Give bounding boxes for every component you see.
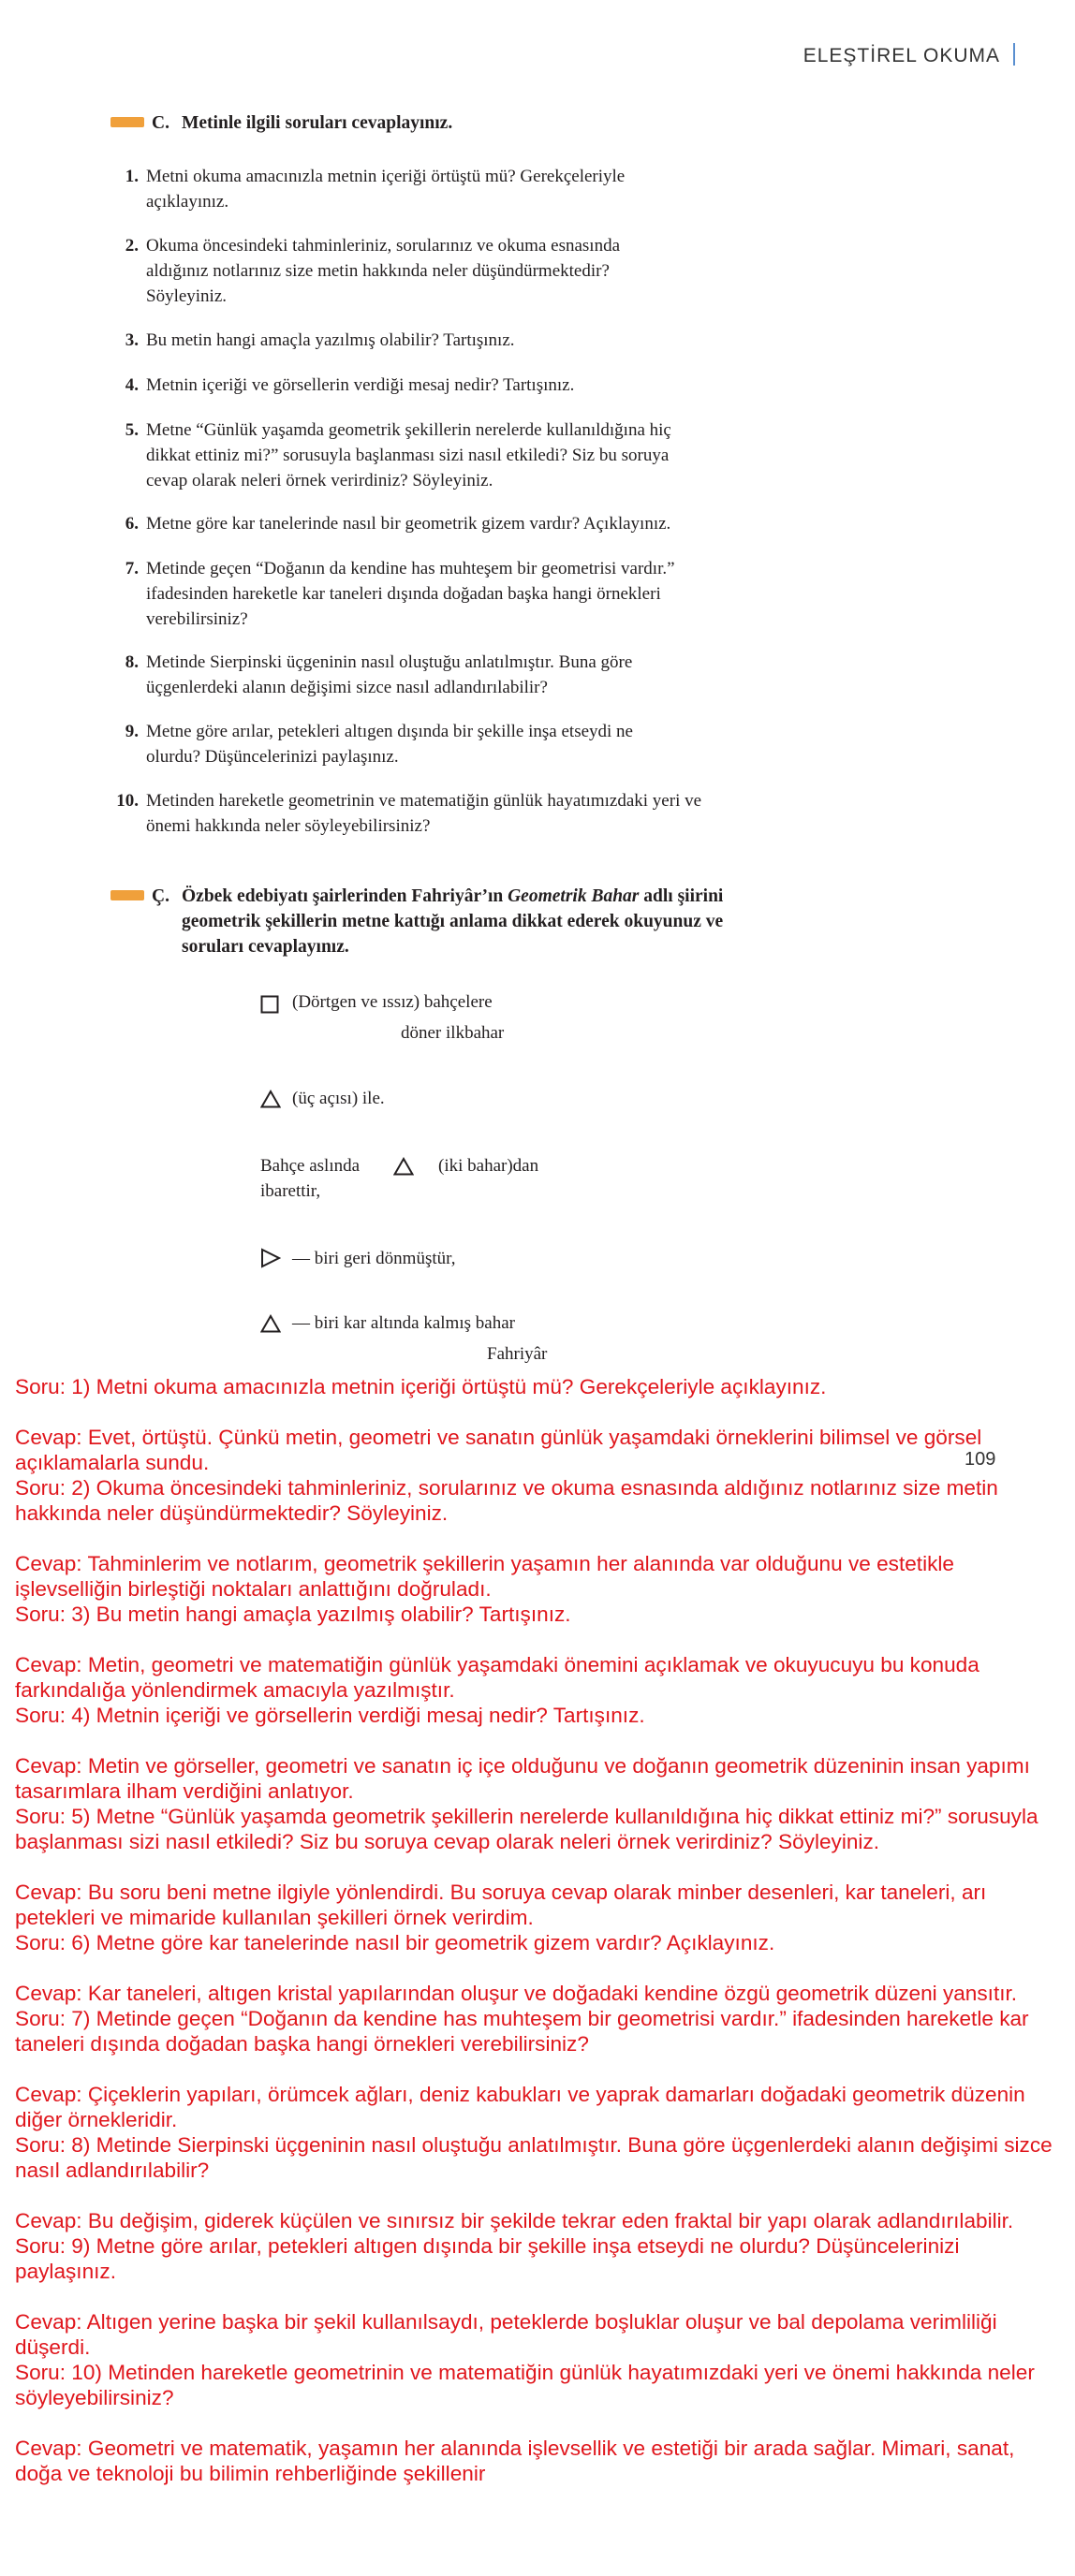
running-header <box>803 43 1015 67</box>
answer-text: Cevap: Geometri ve matematik, yaşamın her alanında işlevsellik ve estetiği bir arada sağlar. Mimari, sanat, doğa ve teknoloji bu bilimin rehberliğinde şekillenir <box>15 2437 1015 2485</box>
triangle-icon <box>260 1314 281 1333</box>
answer-text: Cevap: Bu değişim, giderek küçülen ve sınırsız bir şekilde tekrar eden fraktal bir yapı olarak adlandırılabilir. <box>15 2209 1014 2232</box>
question-number: 2. <box>125 236 139 256</box>
poem-line-4b: (iki bahar)dan <box>438 1156 539 1176</box>
question-number: 7. <box>125 559 139 578</box>
question-text: Bu metin hangi amaçla yazılmış olabilir? Tartışınız. <box>146 330 515 350</box>
answer-text: Cevap: Çiçeklerin yapıları, örümcek ağları, deniz kabukları ve yaprak damarları doğadaki geometrik düzenin diğer örnekleridir. <box>15 2083 1025 2131</box>
answer-text: Cevap: Metin, geometri ve matematiğin günlük yaşamdaki önemini açıklamak ve okuyucuyu bu konuda farkındalığa yönlendirmek amacıyla yazılmıştır. <box>15 1653 979 1702</box>
poem-line-3: (üç açısı) ile. <box>292 1089 385 1108</box>
question-text: Metne göre kar tanelerinde nasıl bir geometrik gizem vardır? Açıklayınız. <box>146 514 671 534</box>
poem-author: Fahriyâr <box>487 1344 548 1364</box>
section-cc-letter: Ç. <box>152 886 169 906</box>
answers-block <box>15 1374 1054 2486</box>
answer-text: Cevap: Metin ve görseller, geometri ve sanatın iç içe olduğunu ve doğanın geometrik düzeninin insan yapımı tasarımlara ilham verdiğini anlatıyor. <box>15 1754 1030 1803</box>
question-number: 4. <box>125 375 139 395</box>
section-marker-icon <box>110 117 144 127</box>
answer-question: Soru: 9) Metne göre arılar, petekleri altıgen dışında bir şekille inşa etseydi ne olurdu? Düşüncelerinizi paylaşınız. <box>15 2234 960 2283</box>
poem-title: Geometrik Bahar <box>508 886 640 906</box>
section-c-letter: C. <box>152 113 169 133</box>
question-text: Okuma öncesindeki tahminleriniz, sorularınız ve okuma esnasında aldığınız notlarınız size metin hakkında neler düşündürmektedir? Söyleyiniz. <box>146 236 620 306</box>
section-cc-title: Özbek edebiyatı şairlerinden Fahriyâr’ın Geometrik Bahar adlı şiirini geometrik şekillerin metne kattığı anlama dikkat ederek okuyunuz ve soruları cevaplayınız. <box>182 886 724 957</box>
answer-text: Cevap: Kar taneleri, altıgen kristal yapılarından oluşur ve doğadaki kendine özgü geometrik düzeni yansıtır. <box>15 1982 1018 2005</box>
answer-question: Soru: 8) Metinde Sierpinski üçgeninin nasıl oluştuğu anlatılmıştır. Buna göre üçgenlerdeki alanın değişimi sizce nasıl adlandırılabilir? <box>15 2133 1053 2182</box>
header-title: ELEŞTİREL OKUMA <box>803 45 1000 66</box>
section-marker-icon <box>110 890 144 900</box>
poem-line-6: — biri geri dönmüştür, <box>292 1249 456 1268</box>
question-text: Metne göre arılar, petekleri altıgen dışında bir şekille inşa etseydi ne olurdu? Düşüncelerinizi paylaşınız. <box>146 722 633 767</box>
answer-question: Soru: 3) Bu metin hangi amaçla yazılmış olabilir? Tartışınız. <box>15 1603 571 1626</box>
answer-question: Soru: 2) Okuma öncesindeki tahminleriniz, sorularınız ve okuma esnasında aldığınız notlarınız size metin hakkında neler düşündürmektedir? Söyleyiniz. <box>15 1476 998 1525</box>
question-text: Metnin içeriği ve görsellerin verdiği mesaj nedir? Tartışınız. <box>146 375 575 395</box>
answer-question: Soru: 6) Metne göre kar tanelerinde nasıl bir geometrik gizem vardır? Açıklayınız. <box>15 1931 775 1954</box>
answer-text: Cevap: Evet, örtüştü. Çünkü metin, geometri ve sanatın günlük yaşamdaki örneklerini bilimsel ve görsel açıklamalarla sundu. <box>15 1426 982 1474</box>
answer-question: Soru: 1) Metni okuma amacınızla metnin içeriği örtüştü mü? Gerekçeleriyle açıklayınız. <box>15 1375 827 1398</box>
question-text: Metinde geçen “Doğanın da kendine has muhteşem bir geometrisi vardır.” ifadesinden hareketle kar taneleri dışında doğadan başka hangi örnekleri verebilirsiniz? <box>146 559 675 629</box>
poem-line-4a: Bahçe aslında <box>260 1156 361 1176</box>
poem-line-5: ibarettir, <box>260 1181 321 1201</box>
question-text: Metinde Sierpinski üçgeninin nasıl oluştuğu anlatılmıştır. Buna göre üçgenlerdeki alanın değişimi sizce nasıl adlandırılabilir? <box>146 652 633 697</box>
page-number: 109 <box>965 1449 996 1470</box>
question-number: 6. <box>125 514 139 534</box>
answer-text: Cevap: Bu soru beni metne ilgiyle yönlendirdi. Bu soruya cevap olarak minber desenleri, kar taneleri, arı petekleri ve mimaride kullanılan şekilleri örnek verirdim. <box>15 1881 987 1929</box>
poem-line-2: döner ilkbahar <box>401 1023 505 1043</box>
answer-text: Cevap: Tahminlerim ve notlarım, geometrik şekillerin yaşamın her alanında var olduğunu ve estetikle işlevselliğin birleştiği noktaları anlattığını doğruladı. <box>15 1552 954 1601</box>
question-number: 8. <box>125 652 139 672</box>
question-number: 1. <box>125 167 139 186</box>
answer-question: Soru: 10) Metinden hareketle geometrinin ve matematiğin günlük hayatımızdaki yeri ve önemi hakkında neler söyleyebilirsiniz? <box>15 2361 1035 2409</box>
section-c-title: Metinle ilgili soruları cevaplayınız. <box>182 113 453 133</box>
poem-line-7: — biri kar altında kalmış bahar <box>292 1313 515 1333</box>
question-number: 9. <box>125 722 139 741</box>
question-text: Metne “Günlük yaşamda geometrik şekillerin nerelerde kullanıldığına hiç dikkat ettiniz mi?” sorusuyla başlanması sizi nasıl etkiledi? Siz bu soruya cevap olarak neleri örnek verirdiniz? Söyleyiniz. <box>146 420 671 490</box>
question-text: Metinden hareketle geometrinin ve matematiğin günlük hayatımızdaki yeri ve önemi hakkında neler söyleyebilirsiniz? <box>146 791 702 836</box>
triangle-icon <box>260 1090 281 1108</box>
answer-question: Soru: 5) Metne “Günlük yaşamda geometrik şekillerin nerelerde kullanıldığına hiç dikkat ettiniz mi?” sorusuyla başlanması sizi nasıl etkiledi? Siz bu soruya cevap olarak neleri örnek verirdiniz? Söyleyiniz. <box>15 1805 1038 1853</box>
square-icon <box>260 995 279 1014</box>
triangle-icon <box>393 1157 414 1176</box>
question-text: Metni okuma amacınızla metnin içeriği örtüştü mü? Gerekçeleriyle açıklayınız. <box>146 167 626 212</box>
poem-line-1: (Dörtgen ve ıssız) bahçelere <box>292 992 493 1012</box>
answer-question: Soru: 4) Metnin içeriği ve görsellerin verdiği mesaj nedir? Tartışınız. <box>15 1704 645 1727</box>
answer-question: Soru: 7) Metinde geçen “Doğanın da kendine has muhteşem bir geometrisi vardır.” ifadesinden hareketle kar taneleri dışında doğadan başka hangi örnekleri verebilirsiniz? <box>15 2007 1029 2056</box>
question-number: 10. <box>116 791 139 811</box>
question-number: 5. <box>125 420 139 440</box>
triangle-right-icon <box>260 1248 281 1268</box>
header-accent-bar <box>1013 43 1015 66</box>
answer-text: Cevap: Altıgen yerine başka bir şekil kullanılsaydı, peteklerde boşluklar oluşur ve bal depolama verimliliği düşerdi. <box>15 2310 997 2359</box>
question-number: 3. <box>125 330 139 350</box>
